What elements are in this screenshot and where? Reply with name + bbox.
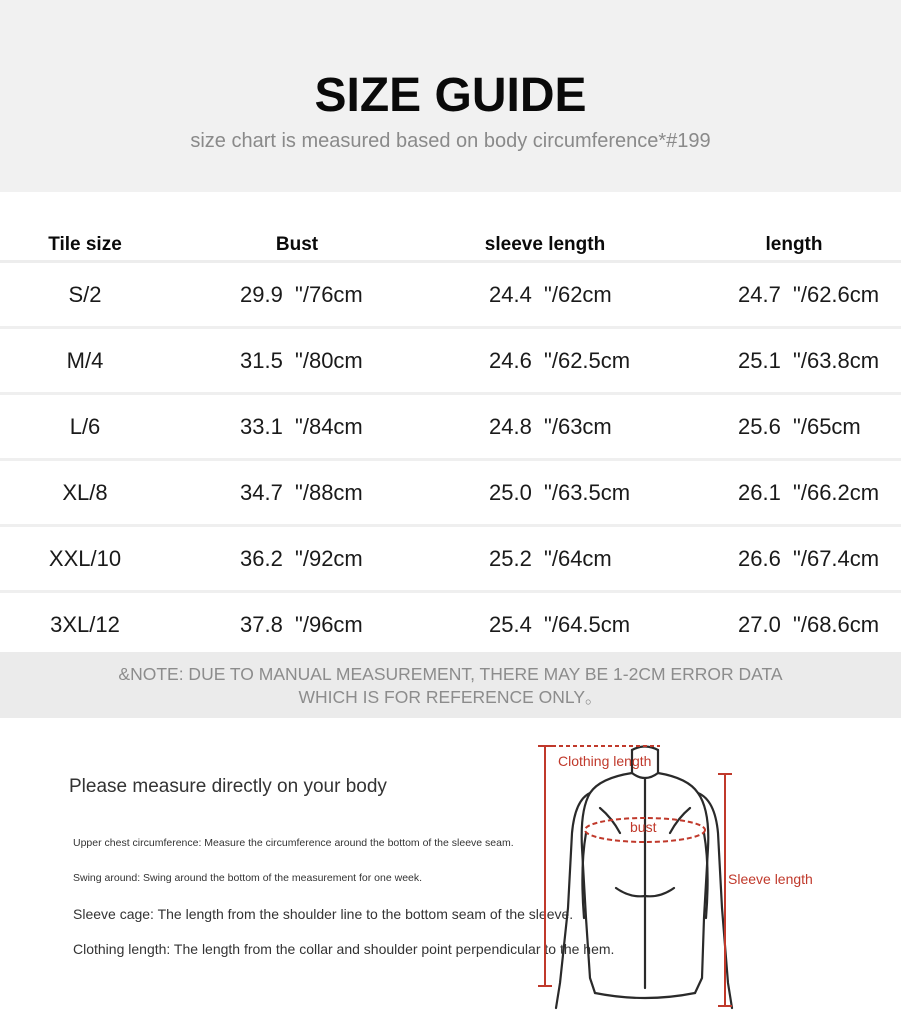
measurement-note	[0, 652, 901, 718]
sleeve-cage-text: Sleeve cage: The length from the shoulder line to the bottom seam of the sleeve.	[73, 906, 574, 922]
bust-cell: 36.2 "/92cm	[240, 546, 363, 571]
header-length: length	[765, 234, 823, 255]
page-title: SIZE GUIDE	[314, 69, 587, 122]
upper-chest-text: Upper chest circumference: Measure the circumference around the bottom of the sleeve seam.	[73, 837, 514, 849]
length-cell: 26.1 "/66.2cm	[738, 480, 880, 505]
sleeve-cell: 25.0 "/63.5cm	[489, 480, 631, 505]
sleeve-length-label: Sleeve length	[728, 871, 813, 887]
length-cell: 27.0 "/68.6cm	[738, 612, 880, 637]
length-cell: 26.6 "/67.4cm	[738, 546, 880, 571]
header-sleeve-length: sleeve length	[484, 234, 606, 255]
sleeve-cell: 25.2 "/64cm	[489, 546, 612, 571]
sleeve-cell: 25.4 "/64.5cm	[489, 612, 631, 637]
note-line-1: &NOTE: DUE TO MANUAL MEASUREMENT, THERE MAY BE 1-2CM ERROR DATA	[118, 664, 783, 684]
table-row	[0, 527, 901, 593]
table-row	[0, 395, 901, 461]
length-cell: 25.6 "/65cm	[738, 414, 861, 439]
size-table	[0, 226, 901, 656]
jacket-icon	[556, 747, 732, 1009]
table-row	[0, 461, 901, 527]
header-bust: Bust	[275, 234, 319, 255]
size-cell: XL/8	[62, 480, 108, 505]
header-tile-size: Tile size	[48, 234, 122, 255]
jacket-diagram	[520, 738, 840, 1014]
bust-cell: 37.8 "/96cm	[240, 612, 363, 637]
size-cell: 3XL/12	[50, 612, 120, 637]
bust-cell: 29.9 "/76cm	[240, 282, 363, 307]
clothing-length-label: Clothing length	[558, 753, 652, 769]
bust-cell: 33.1 "/84cm	[240, 414, 363, 439]
length-cell: 24.7 "/62.6cm	[738, 282, 880, 307]
size-cell: L/6	[69, 414, 101, 439]
size-cell: XXL/10	[48, 546, 122, 571]
size-cell: S/2	[68, 282, 102, 307]
sleeve-cell: 24.4 "/62cm	[489, 282, 612, 307]
page-subtitle: size chart is measured based on body circumference*#199	[190, 130, 711, 152]
bust-label: bust	[630, 819, 657, 835]
table-header	[0, 226, 901, 263]
table-row	[0, 263, 901, 329]
table-row	[0, 329, 901, 395]
measure-title: Please measure directly on your body	[69, 776, 387, 797]
header	[0, 0, 901, 192]
sleeve-cell: 24.8 "/63cm	[489, 414, 612, 439]
note-line-2: WHICH IS FOR REFERENCE ONLY。	[298, 687, 603, 707]
size-cell: M/4	[66, 348, 104, 373]
clothing-length-text: Clothing length: The length from the collar and shoulder point perpendicular to the hem.	[73, 941, 615, 957]
bust-cell: 34.7 "/88cm	[240, 480, 363, 505]
length-cell: 25.1 "/63.8cm	[738, 348, 880, 373]
swing-text: Swing around: Swing around the bottom of the measurement for one week.	[73, 872, 423, 884]
bust-cell: 31.5 "/80cm	[240, 348, 363, 373]
measurement-instructions	[0, 718, 901, 1014]
clothing-length-marker	[538, 746, 660, 986]
sleeve-cell: 24.6 "/62.5cm	[489, 348, 631, 373]
table-row	[0, 593, 901, 656]
